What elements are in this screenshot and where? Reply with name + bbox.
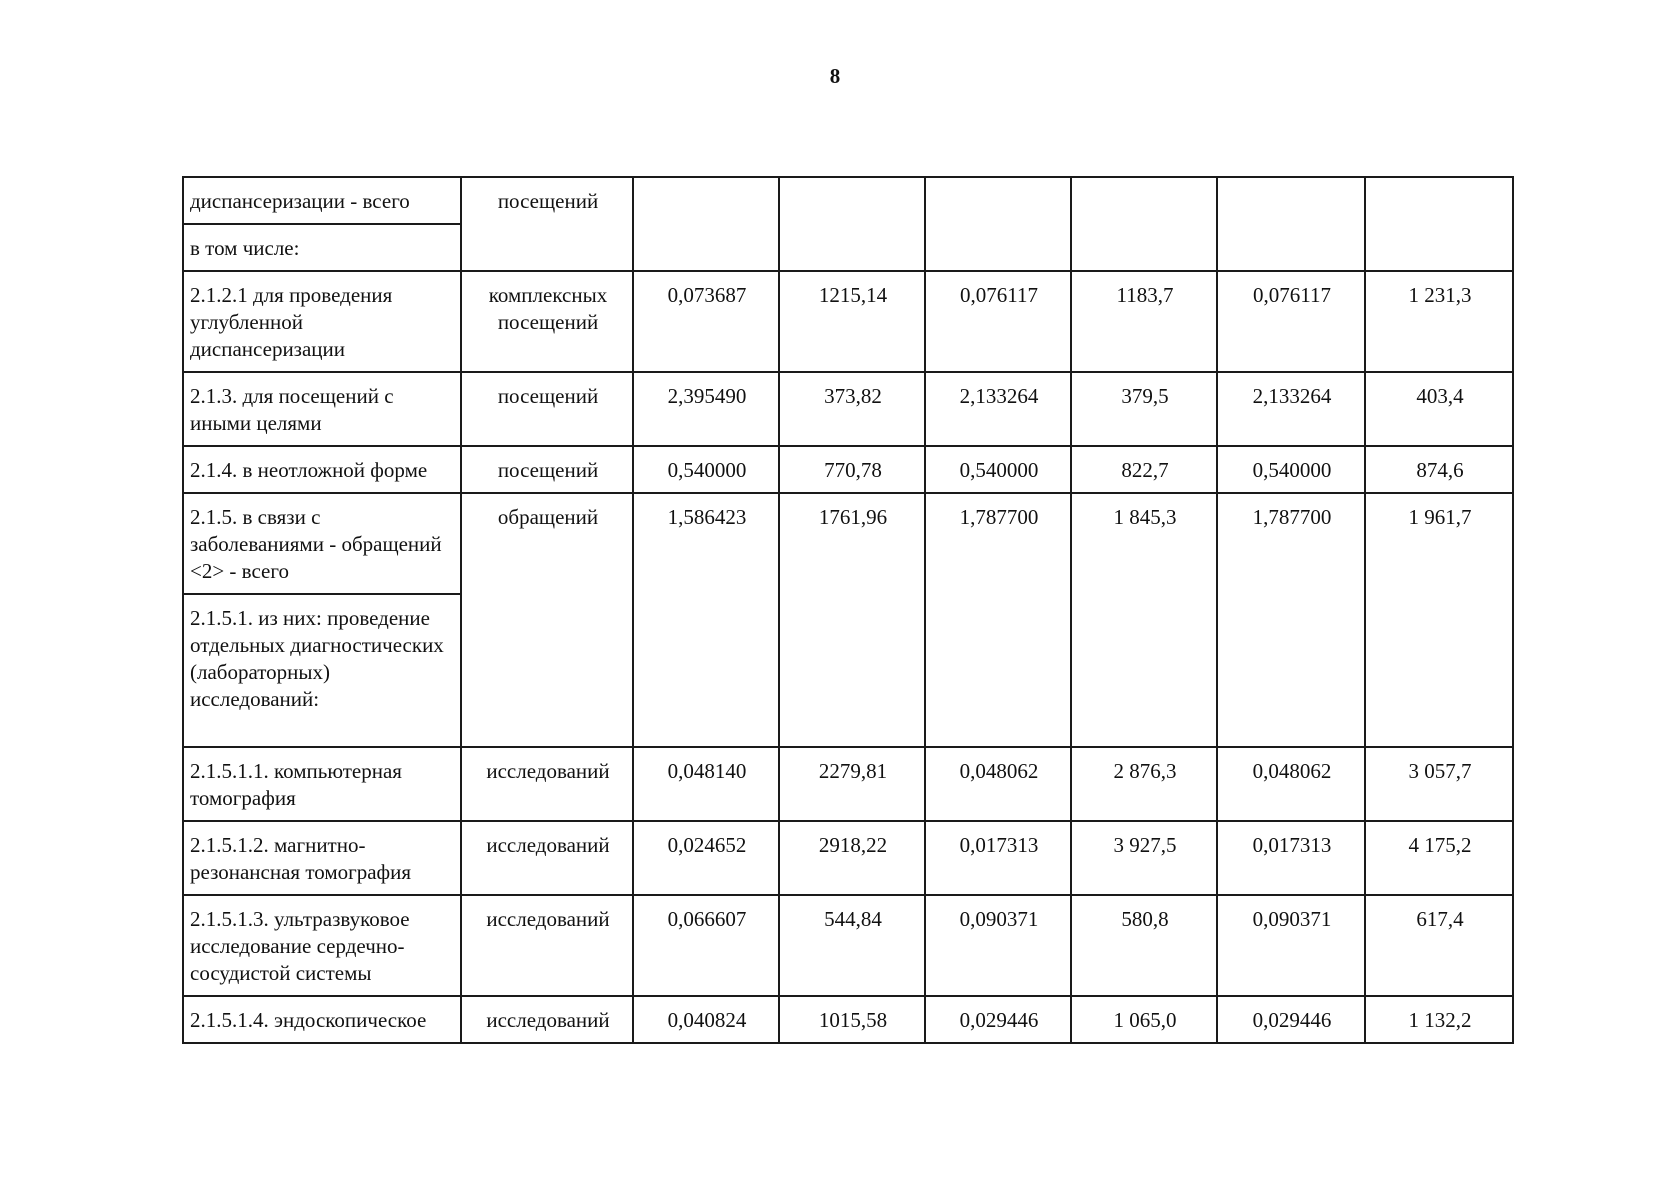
row-name: 2.1.4. в неотложной форме	[183, 446, 461, 493]
row-name: диспансеризации - всего	[183, 177, 461, 224]
value-cell: 2,133264	[925, 372, 1071, 446]
value-cell: 373,82	[779, 372, 925, 446]
row-unit: исследований	[461, 895, 633, 996]
row-name: 2.1.5.1.1. компьютерная томография	[183, 747, 461, 821]
value-cell: 2,395490	[633, 372, 779, 446]
indicators-table	[182, 176, 1514, 1044]
row-name: 2.1.3. для посещений с иными целями	[183, 372, 461, 446]
value-cell	[1217, 177, 1365, 271]
value-cell: 0,540000	[633, 446, 779, 493]
value-cell: 1 845,3	[1071, 493, 1217, 747]
table-row	[183, 271, 1513, 372]
row-name: 2.1.5.1.3. ультразвуковое исследование сердечно-сосудистой системы	[183, 895, 461, 996]
value-cell: 1015,58	[779, 996, 925, 1043]
value-cell: 617,4	[1365, 895, 1513, 996]
value-cell: 3 057,7	[1365, 747, 1513, 821]
value-cell: 0,066607	[633, 895, 779, 996]
row-name: 2.1.5. в связи с заболеваниями - обращений <2> - всего	[183, 493, 461, 594]
value-cell: 4 175,2	[1365, 821, 1513, 895]
value-cell: 874,6	[1365, 446, 1513, 493]
value-cell: 1 065,0	[1071, 996, 1217, 1043]
table-row	[183, 821, 1513, 895]
value-cell: 0,540000	[1217, 446, 1365, 493]
value-cell: 0,540000	[925, 446, 1071, 493]
value-cell	[925, 177, 1071, 271]
row-unit: исследований	[461, 996, 633, 1043]
value-cell	[633, 177, 779, 271]
row-name: 2.1.5.1. из них: проведение отдельных диагностических (лабораторных) исследований:	[183, 594, 461, 747]
value-cell: 0,024652	[633, 821, 779, 895]
table-row	[183, 372, 1513, 446]
value-cell: 2279,81	[779, 747, 925, 821]
row-unit: посещений	[461, 372, 633, 446]
value-cell	[1071, 177, 1217, 271]
row-name: 2.1.2.1 для проведения углубленной диспансеризации	[183, 271, 461, 372]
row-name: 2.1.5.1.4. эндоскопическое	[183, 996, 461, 1043]
table-row	[183, 747, 1513, 821]
value-cell	[779, 177, 925, 271]
value-cell: 2,133264	[1217, 372, 1365, 446]
table-row	[183, 996, 1513, 1043]
row-unit: посещений	[461, 177, 633, 271]
value-cell: 0,076117	[925, 271, 1071, 372]
table-row	[183, 177, 1513, 224]
value-cell: 0,073687	[633, 271, 779, 372]
value-cell: 822,7	[1071, 446, 1217, 493]
value-cell: 0,048140	[633, 747, 779, 821]
row-unit: обращений	[461, 493, 633, 747]
table-row	[183, 895, 1513, 996]
value-cell: 1215,14	[779, 271, 925, 372]
value-cell: 770,78	[779, 446, 925, 493]
value-cell: 580,8	[1071, 895, 1217, 996]
value-cell: 0,048062	[925, 747, 1071, 821]
value-cell: 1 961,7	[1365, 493, 1513, 747]
value-cell: 0,076117	[1217, 271, 1365, 372]
value-cell: 2 876,3	[1071, 747, 1217, 821]
value-cell: 0,090371	[1217, 895, 1365, 996]
value-cell: 403,4	[1365, 372, 1513, 446]
value-cell: 0,029446	[1217, 996, 1365, 1043]
value-cell: 1 132,2	[1365, 996, 1513, 1043]
value-cell: 0,029446	[925, 996, 1071, 1043]
row-name: 2.1.5.1.2. магнитно-резонансная томография	[183, 821, 461, 895]
row-unit: комплексных посещений	[461, 271, 633, 372]
table-row	[183, 493, 1513, 594]
value-cell: 0,017313	[925, 821, 1071, 895]
value-cell: 1 231,3	[1365, 271, 1513, 372]
value-cell: 1183,7	[1071, 271, 1217, 372]
value-cell: 544,84	[779, 895, 925, 996]
table-row	[183, 446, 1513, 493]
value-cell: 0,048062	[1217, 747, 1365, 821]
row-unit: исследований	[461, 747, 633, 821]
value-cell: 1,586423	[633, 493, 779, 747]
value-cell: 1,787700	[925, 493, 1071, 747]
value-cell: 1761,96	[779, 493, 925, 747]
value-cell: 0,040824	[633, 996, 779, 1043]
value-cell: 379,5	[1071, 372, 1217, 446]
row-unit: посещений	[461, 446, 633, 493]
value-cell: 0,017313	[1217, 821, 1365, 895]
value-cell: 3 927,5	[1071, 821, 1217, 895]
row-unit: исследований	[461, 821, 633, 895]
page-number: 8	[829, 64, 841, 88]
value-cell	[1365, 177, 1513, 271]
value-cell: 1,787700	[1217, 493, 1365, 747]
value-cell: 0,090371	[925, 895, 1071, 996]
value-cell: 2918,22	[779, 821, 925, 895]
row-name: в том числе:	[183, 224, 461, 271]
